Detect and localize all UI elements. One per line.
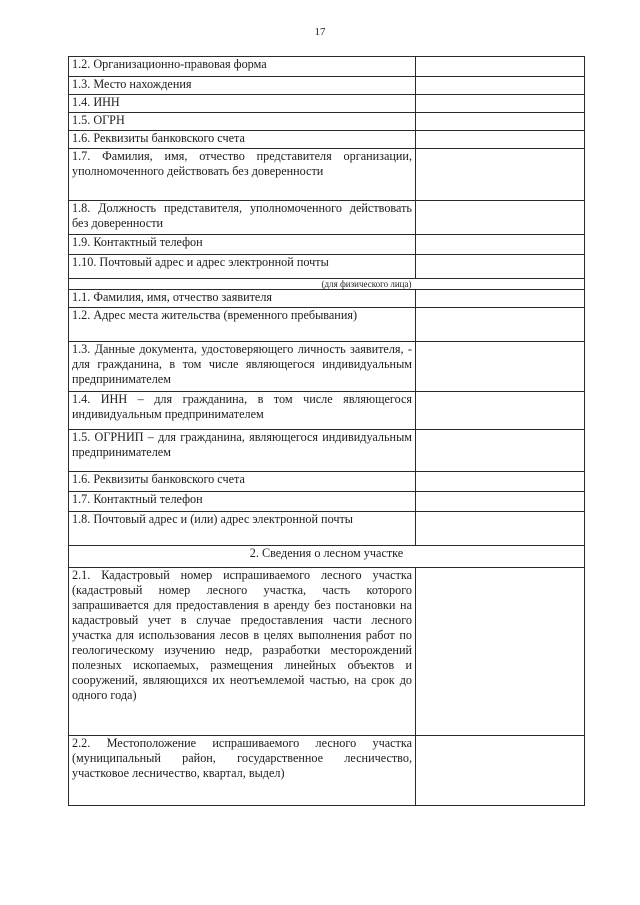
row-label: 2.2. Местоположение испрашиваемого лесного участка (муниципальный район, государственное лесничество, участковое лесничество, квартал, выдел) [69,736,416,806]
table-row [69,149,585,201]
row-label: 1.8. Почтовый адрес и (или) адрес электронной почты [69,512,416,546]
table-row [69,77,585,95]
value-cell[interactable] [416,308,585,342]
row-label: 1.2. Организационно-правовая форма [69,57,416,77]
value-cell[interactable] [416,57,585,77]
value-cell[interactable] [416,472,585,492]
value-cell[interactable] [416,430,585,472]
individual-subheader-row [69,279,585,290]
table-row [69,472,585,492]
row-label: 1.6. Реквизиты банковского счета [69,472,416,492]
table-row [69,235,585,255]
table-row [69,57,585,77]
row-label: 1.1. Фамилия, имя, отчество заявителя [69,290,416,308]
table-row [69,113,585,131]
row-label: 1.3. Данные документа, удостоверяющего личность заявителя, - для гражданина, в том числе являющегося индивидуальным предпринимателем [69,342,416,392]
table-row [69,736,585,806]
row-label: 1.7. Контактный телефон [69,492,416,512]
table-row [69,95,585,113]
row-label: 1.10. Почтовый адрес и адрес электронной почты [69,255,416,279]
row-label: 1.8. Должность представителя, уполномоченного действовать без доверенности [69,201,416,235]
table-row [69,492,585,512]
row-label: 1.5. ОГРН [69,113,416,131]
value-cell[interactable] [416,235,585,255]
section-2-title: 2. Сведения о лесном участке [69,546,585,568]
value-cell[interactable] [416,568,585,736]
value-cell[interactable] [416,255,585,279]
table-row [69,308,585,342]
table-row [69,201,585,235]
table-row [69,255,585,279]
table-row [69,290,585,308]
row-label: 1.4. ИНН [69,95,416,113]
section-2-header-row [69,546,585,568]
value-cell[interactable] [416,149,585,201]
row-label: 1.3. Место нахождения [69,77,416,95]
value-cell[interactable] [416,77,585,95]
table-row [69,568,585,736]
value-cell[interactable] [416,290,585,308]
value-cell[interactable] [416,113,585,131]
value-cell[interactable] [416,201,585,235]
table-row [69,342,585,392]
table-row [69,430,585,472]
value-cell[interactable] [416,131,585,149]
row-label: 1.6. Реквизиты банковского счета [69,131,416,149]
row-label: 1.9. Контактный телефон [69,235,416,255]
table-row [69,131,585,149]
row-label: 1.4. ИНН – для гражданина, в том числе являющегося индивидуальным предпринимателем [69,392,416,430]
value-cell[interactable] [416,342,585,392]
individual-subheader: (для физического лица) [321,279,412,289]
row-label: 1.2. Адрес места жительства (временного пребывания) [69,308,416,342]
application-form-table [68,56,585,806]
page-number: 17 [314,26,326,38]
value-cell[interactable] [416,512,585,546]
value-cell[interactable] [416,736,585,806]
value-cell[interactable] [416,392,585,430]
value-cell[interactable] [416,95,585,113]
row-label: 1.7. Фамилия, имя, отчество представителя организации, уполномоченного действовать без доверенности [69,149,416,201]
row-label: 2.1. Кадастровый номер испрашиваемого лесного участка (кадастровый номер лесного участка, часть которого запрашивается для предоставления в аренду без постановки на кадастровый учет в случае предоставления части лесного участка для использования лесов в целях выполнения работ по геологическому изучению недр, разработки месторождений полезных ископаемых, размещения линейных объектов и сооружений, являющихся их неотъемлемой частью, на срок до одного года) [69,568,416,736]
table-row [69,392,585,430]
value-cell[interactable] [416,492,585,512]
row-label: 1.5. ОГРНИП – для гражданина, являющегося индивидуальным предпринимателем [69,430,416,472]
table-row [69,512,585,546]
